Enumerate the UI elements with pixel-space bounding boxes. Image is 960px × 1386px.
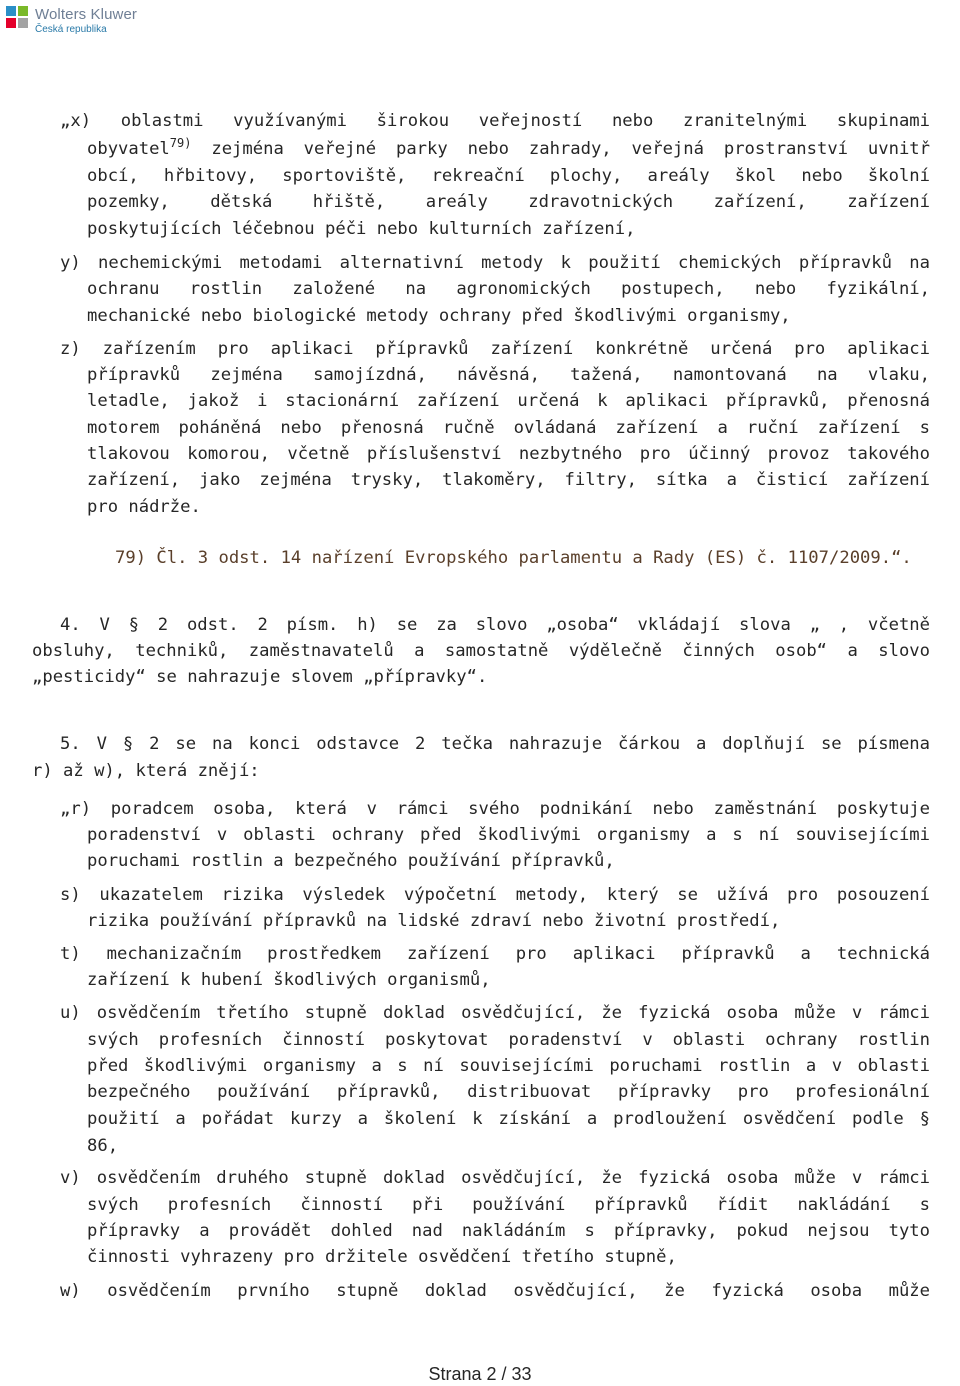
paragraph-4-line-1: 4. V § 2 odst. 2 písm. h) se za slovo „osoba“ vkládají slova „ , včetně <box>60 615 930 635</box>
item-x-line-3: obcí, hřbitovy, sportoviště, rekreační plochy, areály škol nebo školní <box>87 166 930 186</box>
item-x-line-5: poskytujících léčebnou péči nebo kulturních zařízení, <box>87 219 636 239</box>
item-y-line-2: ochranu rostlin založené na agronomických postupech, nebo fyzikální, <box>87 279 930 299</box>
item-z-line-3: letadle, jakož i stacionární zařízení určená k aplikaci přípravků, přenosná <box>87 391 930 411</box>
item-x-line-4: pozemky, dětská hřiště, areály zdravotnických zařízení, zařízení <box>87 192 930 212</box>
brand-subtitle: Česká republika <box>35 24 107 35</box>
item-u-line-6: 86, <box>87 1136 119 1156</box>
item-z-line-6: zařízení, jako zejména trysky, tlakoměry, filtry, sítka a čisticí zařízení <box>87 470 930 490</box>
item-s-line-1: s) ukazatelem rizika výsledek výpočetní metody, který se užívá pro posouzení <box>60 885 930 905</box>
paragraph-4-line-3: „pesticidy“ se nahrazuje slovem „přípravky“. <box>32 667 488 687</box>
footnote: 79) Čl. 3 odst. 14 nařízení Evropského parlamentu a Rady (ES) č. 1107/2009.“. <box>115 548 912 568</box>
item-y-line-3: mechanické nebo biologické metody ochrany před škodlivými organismy, <box>87 306 791 326</box>
item-z-line-7: pro nádrže. <box>87 497 201 517</box>
item-r-line-2: poradenství v oblasti ochrany před škodlivými organismy a s ní souvisejícími <box>87 825 930 845</box>
item-r-line-3: poruchami rostlin a bezpečného používání přípravků, <box>87 851 615 871</box>
wolters-kluwer-logo <box>4 4 164 40</box>
brand-name: Wolters Kluwer <box>35 6 137 23</box>
item-w-line-1: w) osvědčením prvního stupně doklad osvědčující, že fyzická osoba může <box>60 1281 930 1301</box>
paragraph-5-line-2: r) až w), která znějí: <box>32 761 260 781</box>
item-s-line-2: rizika používání přípravků na lidské zdraví nebo životní prostředí, <box>87 911 781 931</box>
item-u-line-3: před škodlivými organismy a s ní souvisejícími poruchami rostlin a v oblasti <box>87 1056 930 1076</box>
item-u-line-5: použití a pořádat kurzy a školení k získání a prodloužení osvědčení podle § <box>87 1109 930 1129</box>
item-u-line-4: bezpečného používání přípravků, distribuovat přípravky pro profesionální <box>87 1082 930 1102</box>
item-y-line-1: y) nechemickými metodami alternativní metody k použití chemických přípravků na <box>60 253 930 273</box>
item-v-line-2: svých profesních činností při používání přípravků řídit nakládání s <box>87 1195 930 1215</box>
item-u-line-1: u) osvědčením třetího stupně doklad osvědčující, že fyzická osoba může v rámci <box>60 1003 930 1023</box>
item-z-line-4: motorem poháněná nebo přenosná ručně ovládaná zařízení a ruční zařízení s <box>87 418 930 438</box>
item-x-line-2: obyvatel$^{79)}$ zejména veřejné parky nebo zahrady, veřejná prostranství uvnitř <box>87 136 930 159</box>
item-x-line-1: „x) oblastmi využívanými širokou veřejností nebo zranitelnými skupinami <box>60 111 930 131</box>
logo-mark-icon <box>4 4 32 32</box>
paragraph-5-line-1: 5. V § 2 se na konci odstavce 2 tečka nahrazuje čárkou a doplňují se písmena <box>60 734 930 754</box>
item-z-line-5: tlakovou komorou, včetně příslušenství nezbytného pro účinný provoz takového <box>87 444 930 464</box>
item-r-line-1: „r) poradcem osoba, která v rámci svého podnikání nebo zaměstnání poskytuje <box>60 799 930 819</box>
page-number: Strana 2 / 33 <box>428 1364 532 1384</box>
item-v-line-4: činnosti vyhrazeny pro držitele osvědčení třetího stupně, <box>87 1247 677 1267</box>
paragraph-4-line-2: obsluhy, techniků, zaměstnavatelů a samostatně výdělečně činných osob“ a slovo <box>32 641 930 661</box>
item-v-line-1: v) osvědčením druhého stupně doklad osvědčující, že fyzická osoba může v rámci <box>60 1168 930 1188</box>
footnote-ref: 79) <box>169 136 192 150</box>
item-t-line-1: t) mechanizačním prostředkem zařízení pro aplikaci přípravků a technická <box>60 944 930 964</box>
item-z-line-1: z) zařízením pro aplikaci přípravků zařízení konkrétně určená pro aplikaci <box>60 339 930 359</box>
item-t-line-2: zařízení k hubení škodlivých organismů, <box>87 970 491 990</box>
item-u-line-2: svých profesních činností poskytovat poradenství v oblasti ochrany rostlin <box>87 1030 930 1050</box>
item-v-line-3: přípravky a provádět dohled nad nakládáním s přípravky, pokud nejsou tyto <box>87 1221 930 1241</box>
item-z-line-2: přípravků zejména samojízdná, návěsná, tažená, namontovaná na vlaku, <box>87 365 930 385</box>
